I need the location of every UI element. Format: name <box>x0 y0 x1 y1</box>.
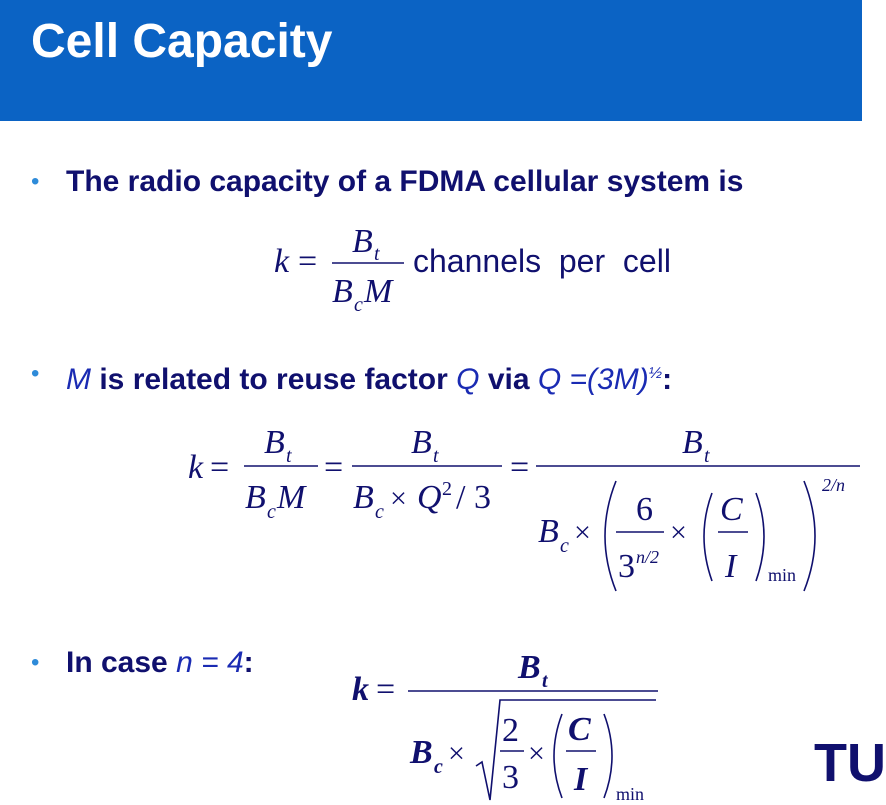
f3-eq: = <box>376 671 396 708</box>
f1-unit: channels per cell <box>413 243 671 279</box>
bullet-2-formula: Q =(3M) <box>537 363 649 396</box>
f2-three-exp: n/2 <box>636 547 660 567</box>
f2-f2-den-sub: c <box>375 501 384 523</box>
f2-outer-exp: 2/n <box>822 475 846 495</box>
f2-eq2: = <box>324 449 344 486</box>
bullet-3 <box>66 646 254 680</box>
f2-f3-num-sub: t <box>704 445 710 467</box>
bullet-3-var-n: n <box>176 646 193 679</box>
bullet-1-text: The radio capacity of a FDMA cellular system is <box>66 165 744 198</box>
bullet-2 <box>66 357 672 397</box>
f2-f3-times2: × <box>670 516 687 549</box>
bullet-dot-2: • <box>31 360 40 387</box>
f3-times2: × <box>528 737 545 770</box>
f2-f3-num: B <box>682 424 703 461</box>
f2-f2-q-exp: 2 <box>442 478 452 500</box>
bullet-dot-3: • <box>31 649 40 676</box>
title-bar <box>0 0 862 121</box>
f2-f2-den: B <box>353 479 374 516</box>
f2-three: 3 <box>618 548 635 585</box>
f1-num-sub: t <box>374 243 380 265</box>
f1-eq: = <box>298 243 318 280</box>
f2-f1-num: B <box>264 424 285 461</box>
f3-den-b: B <box>410 734 433 771</box>
f3-three: 3 <box>502 759 519 796</box>
f2-min: min <box>768 565 797 585</box>
bullet-2-text-via: via <box>479 363 538 396</box>
f2-f1-num-sub: t <box>286 445 292 467</box>
f3-den-sub: c <box>434 756 443 778</box>
formula-1 <box>260 215 710 320</box>
f1-lhs: k <box>274 243 290 280</box>
f2-f1-den: B <box>245 479 266 516</box>
f2-small-paren-right <box>756 493 764 581</box>
bullet-2-var-q: Q <box>456 363 480 396</box>
bullet-2-exponent: ½ <box>648 365 663 382</box>
f2-f2-num-sub: t <box>433 445 439 467</box>
f2-six: 6 <box>636 491 653 528</box>
f3-lhs: k <box>352 671 369 708</box>
formula-2 <box>180 415 862 600</box>
f3-c: C <box>568 711 591 748</box>
f3-num: B <box>518 649 541 686</box>
f2-f2-times: × <box>390 482 407 515</box>
formula-3 <box>340 640 670 805</box>
f2-small-paren-left <box>704 493 712 581</box>
f2-f2-q: Q <box>417 479 442 516</box>
f3-min: min <box>616 784 645 804</box>
slide-title: Cell Capacity <box>31 15 333 68</box>
f2-f3-den-sub: c <box>560 535 569 557</box>
bullet-2-colon: : <box>662 363 673 396</box>
f2-eq3: = <box>510 449 530 486</box>
f1-num: B <box>352 223 373 260</box>
f3-paren-right <box>604 714 612 798</box>
f3-paren-left <box>554 714 562 798</box>
bullet-3-colon: : <box>243 646 254 679</box>
f2-f3-den-b: B <box>538 513 559 550</box>
f1-den-tail: M <box>364 273 393 310</box>
bullet-3-eq: = 4 <box>192 646 244 679</box>
f3-num-sub: t <box>542 670 548 692</box>
f2-f1-den-tail: M <box>277 479 306 516</box>
bullet-3-text: In case <box>66 646 177 679</box>
f2-c: C <box>720 491 743 528</box>
f2-big-paren-right <box>804 481 815 591</box>
bullet-2-text-mid: is related to reuse factor <box>91 363 457 396</box>
f2-lhs: k <box>188 449 204 486</box>
f2-i: I <box>725 548 737 585</box>
f3-times1: × <box>448 737 465 770</box>
f1-den-sub: c <box>354 294 363 316</box>
bullet-2-var-m: M <box>66 363 91 396</box>
f2-f2-num: B <box>411 424 432 461</box>
f2-f3-times1: × <box>574 516 591 549</box>
f1-den: B <box>332 273 353 310</box>
f2-eq1: = <box>210 449 230 486</box>
f2-big-paren-left <box>605 481 616 591</box>
f3-i: I <box>574 761 588 798</box>
f2-f1-den-sub: c <box>267 501 276 523</box>
f3-two: 2 <box>502 712 519 749</box>
f2-f2-div3: / 3 <box>456 479 491 516</box>
tu-logo: TU <box>814 733 886 793</box>
bullet-1 <box>66 165 743 199</box>
bullet-dot-1: • <box>31 168 40 195</box>
